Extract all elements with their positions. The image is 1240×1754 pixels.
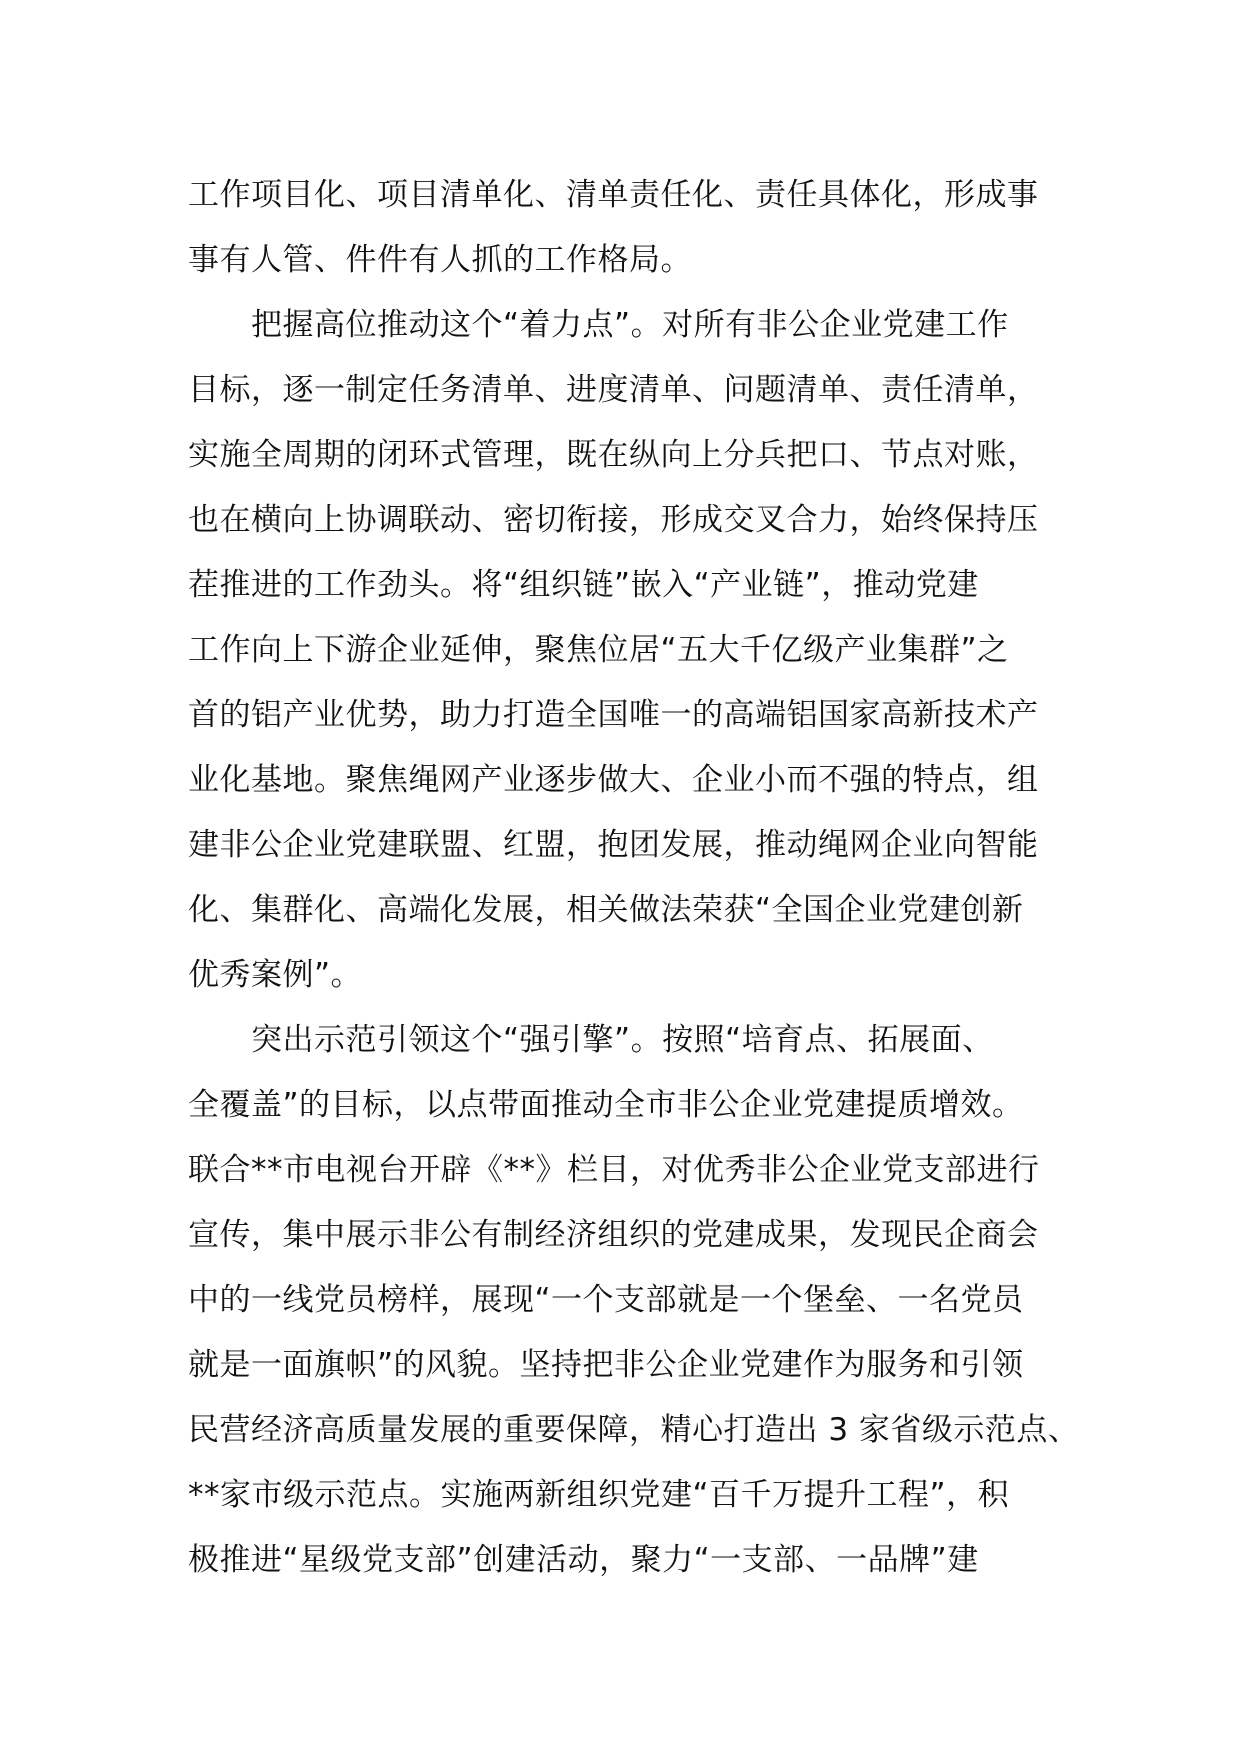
text-line: 中的一线党员榜样，展现“一个支部就是一个堡垒、一名党员 (188, 1282, 1024, 1318)
text-line: 也在横向上协调联动、密切衔接，形成交叉合力，始终保持压 (188, 502, 1039, 538)
text-line: 联合**市电视台开辟《**》栏目，对优秀非公企业党支部进行 (188, 1152, 1040, 1188)
text-line: 优秀案例”。 (188, 957, 363, 993)
text-line: 民营经济高质量发展的重要保障，精心打造出 3 家省级示范点、 (188, 1412, 1080, 1448)
text-line: 极推进“星级党支部”创建活动，聚力“一支部、一品牌”建 (188, 1542, 979, 1578)
text-line: 建非公企业党建联盟、红盟，抱团发展，推动绳网企业向智能 (188, 827, 1039, 863)
text-line: 实施全周期的闭环式管理，既在纵向上分兵把口、节点对账， (188, 437, 1039, 473)
text-line: 目标，逐一制定任务清单、进度清单、问题清单、责任清单， (188, 372, 1039, 408)
text-line: 工作向上下游企业延伸，聚焦位居“五大千亿级产业集群”之 (188, 632, 1009, 668)
text-line: 首的铝产业优势，助力打造全国唯一的高端铝国家高新技术产 (188, 697, 1039, 733)
paragraph-start-line: 突出示范引领这个“强引擎”。按照“培育点、拓展面、 (188, 1022, 994, 1058)
paragraph-start-line: 把握高位推动这个“着力点”。对所有非公企业党建工作 (188, 307, 1009, 343)
text-line: 工作项目化、项目清单化、清单责任化、责任具体化，形成事 (188, 177, 1039, 213)
body-text (188, 163, 1080, 1593)
text-line: 全覆盖”的目标，以点带面推动全市非公企业党建提质增效。 (188, 1087, 1024, 1123)
text-line: **家市级示范点。实施两新组织党建“百千万提升工程”，积 (188, 1477, 1010, 1513)
text-line: 事有人管、件件有人抓的工作格局。 (188, 242, 692, 278)
text-line: 化、集群化、高端化发展，相关做法荣获“全国企业党建创新 (188, 892, 1024, 928)
text-line: 宣传，集中展示非公有制经济组织的党建成果，发现民企商会 (188, 1217, 1039, 1253)
text-line: 茬推进的工作劲头。将“组织链”嵌入“产业链”，推动党建 (188, 567, 979, 603)
text-line: 业化基地。聚焦绳网产业逐步做大、企业小而不强的特点，组 (188, 762, 1039, 798)
text-line: 就是一面旗帜”的风貌。坚持把非公企业党建作为服务和引领 (188, 1347, 1024, 1383)
